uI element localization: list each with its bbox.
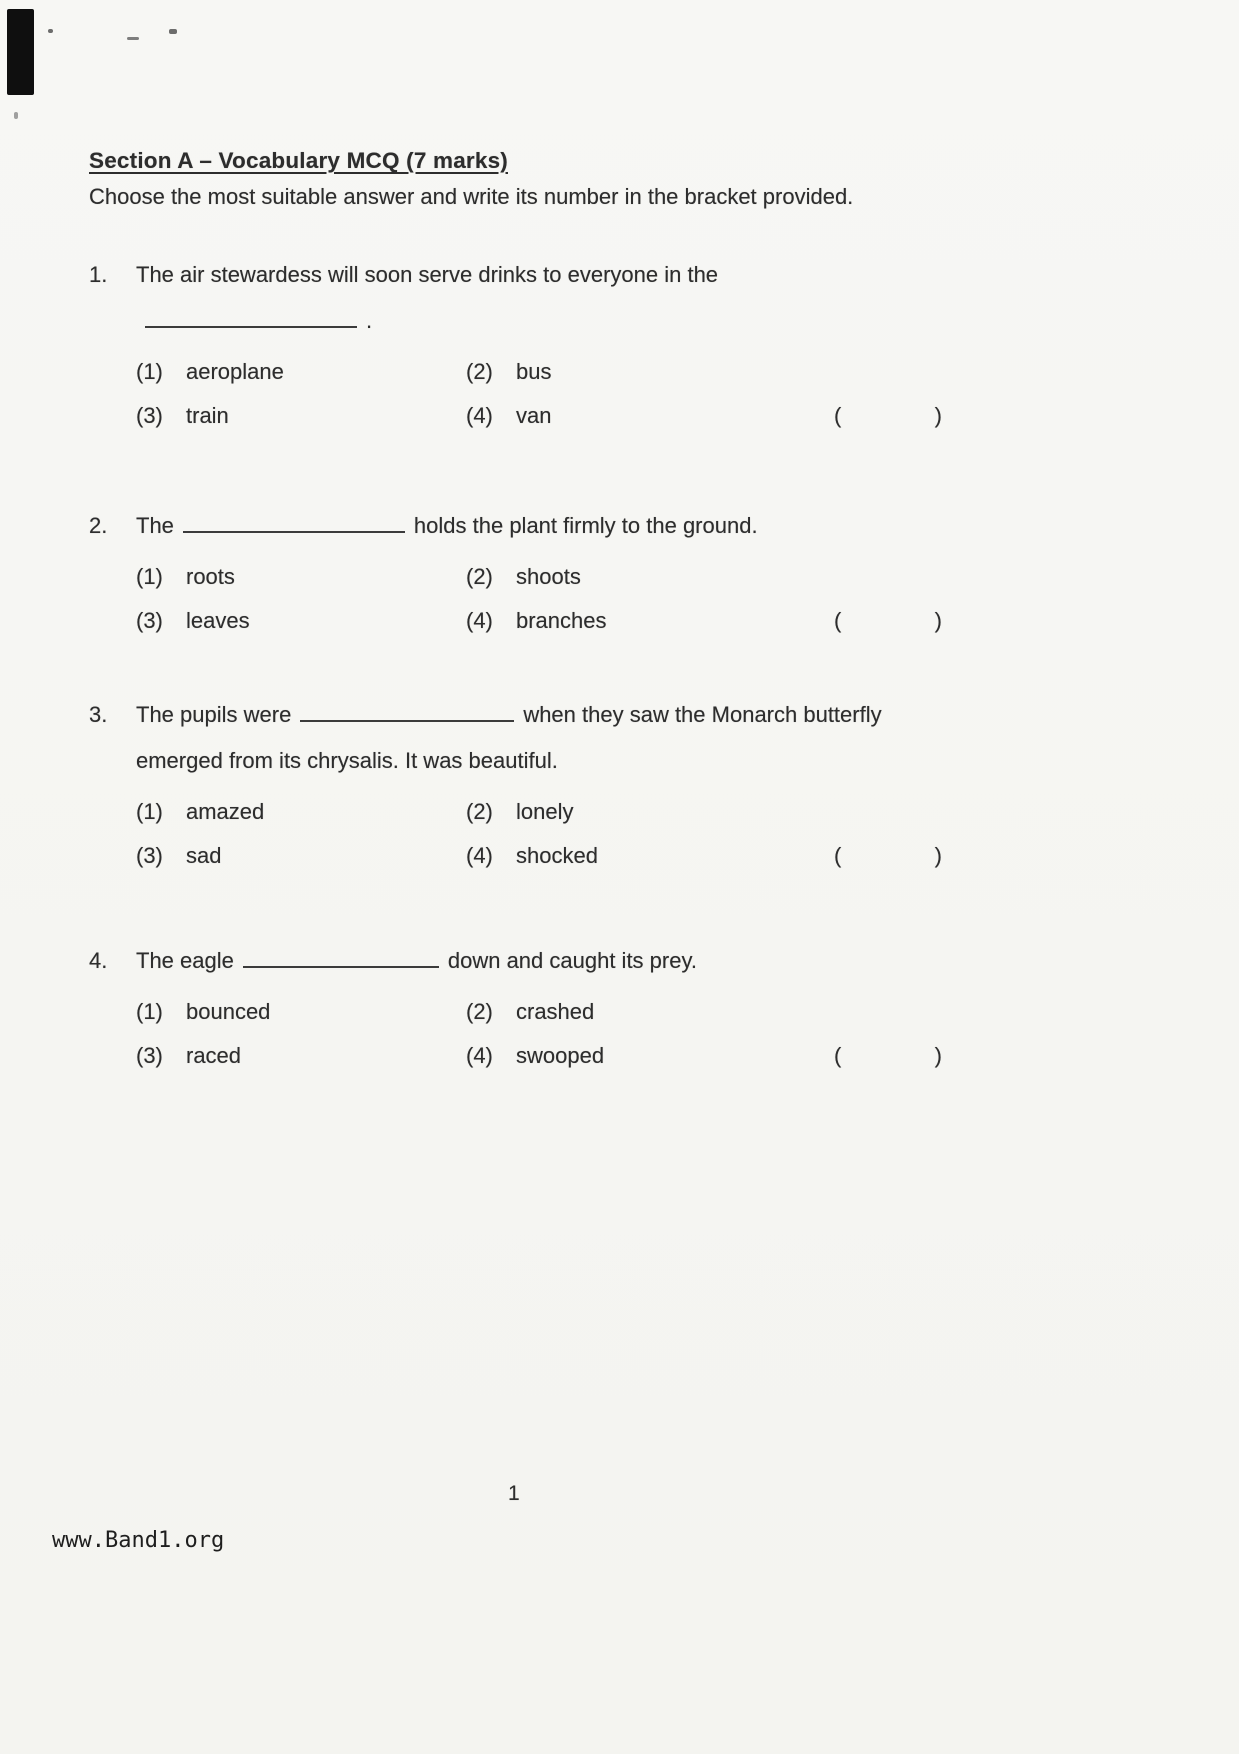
stem-line: [136, 252, 954, 298]
options-row: [136, 834, 954, 878]
bracket-close: ): [934, 1043, 942, 1068]
option-label: (1): [136, 359, 163, 384]
option: [466, 790, 826, 834]
option-text: train: [186, 403, 229, 428]
question-number: 3.: [89, 702, 108, 727]
option-label: (4): [466, 403, 493, 428]
option-text: crashed: [516, 999, 595, 1024]
option-text: lonely: [516, 799, 574, 824]
option-label: (3): [136, 1043, 163, 1068]
option-label: (1): [136, 564, 163, 589]
option-label: (2): [466, 564, 493, 589]
option: [136, 555, 466, 599]
options-row: [136, 394, 954, 438]
stem-line: [136, 503, 954, 549]
answer-bracket: [826, 834, 954, 878]
options-row: [136, 1034, 954, 1078]
stem-line: [136, 938, 954, 984]
answer-blank: [243, 944, 439, 968]
option-text: bounced: [186, 999, 271, 1024]
option: [466, 394, 826, 438]
answer-bracket: [826, 394, 954, 438]
options-row: [136, 990, 954, 1034]
stem-text: The air stewardess will soon serve drinks to everyone in the: [136, 262, 719, 287]
page-number: 1: [508, 1482, 520, 1505]
option-label: (2): [466, 999, 493, 1024]
option: [466, 990, 826, 1034]
answer-blank: [145, 304, 357, 328]
option: [466, 350, 826, 394]
option-label: (4): [466, 843, 493, 868]
question: [89, 503, 954, 643]
option-label: (2): [466, 359, 493, 384]
bracket-open: (: [834, 1043, 842, 1068]
stem-text: The pupils were: [136, 702, 292, 727]
bracket-close: ): [934, 608, 942, 633]
option-label: (3): [136, 403, 163, 428]
stem-text: when they saw the Monarch butterfly: [523, 702, 882, 727]
option-label: (4): [466, 608, 493, 633]
option-text: shoots: [516, 564, 581, 589]
option-label: (2): [466, 799, 493, 824]
options-row: [136, 599, 954, 643]
option-text: swooped: [516, 1043, 605, 1068]
option: [136, 834, 466, 878]
answer-bracket: [826, 599, 954, 643]
options-row: [136, 350, 954, 394]
stem-text: .: [366, 308, 373, 333]
option-text: raced: [186, 1043, 242, 1068]
question-number: 1.: [89, 262, 108, 287]
question-number: 4.: [89, 948, 108, 973]
option-text: shocked: [516, 843, 598, 868]
stem-text: emerged from its chrysalis. It was beautiful.: [136, 748, 558, 773]
question-options: [136, 555, 954, 643]
option: [466, 555, 826, 599]
option: [136, 1034, 466, 1078]
question: [89, 252, 954, 438]
instruction-text: Choose the most suitable answer and write its number in the bracket provided.: [89, 184, 854, 209]
option: [136, 990, 466, 1034]
question: [89, 692, 954, 878]
stem-text: The: [136, 513, 174, 538]
option-label: (1): [136, 799, 163, 824]
stem-line: [136, 298, 954, 344]
question-options: [136, 990, 954, 1078]
bracket-open: (: [834, 403, 842, 428]
question-body: [136, 692, 954, 878]
stem-text: The eagle: [136, 948, 234, 973]
question-number: 2.: [89, 513, 108, 538]
question-stem: [136, 692, 954, 784]
option: [136, 350, 466, 394]
question-stem: [136, 252, 954, 344]
answer-bracket: [826, 1034, 954, 1078]
question-body: [136, 938, 954, 1078]
option-text: aeroplane: [186, 359, 284, 384]
option-text: amazed: [186, 799, 265, 824]
bracket-close: ): [934, 843, 942, 868]
option: [466, 599, 826, 643]
option-text: branches: [516, 608, 607, 633]
option-label: (4): [466, 1043, 493, 1068]
question-body: [136, 503, 954, 643]
option-text: roots: [186, 564, 235, 589]
option-label: (3): [136, 843, 163, 868]
options-row: [136, 790, 954, 834]
option: [466, 1034, 826, 1078]
watermark-url: www.Band1.org: [52, 1528, 225, 1553]
option: [136, 599, 466, 643]
question-stem: [136, 503, 954, 549]
option: [466, 834, 826, 878]
answer-blank: [300, 698, 514, 722]
question-options: [136, 790, 954, 878]
option-text: bus: [516, 359, 552, 384]
stem-line: [136, 738, 954, 784]
options-row: [136, 555, 954, 599]
stem-text: holds the plant firmly to the ground.: [413, 513, 758, 538]
question-body: [136, 252, 954, 438]
option-label: (1): [136, 999, 163, 1024]
question-options: [136, 350, 954, 438]
option-text: sad: [186, 843, 222, 868]
section-title: Section A – Vocabulary MCQ (7 marks): [89, 148, 508, 173]
option-text: leaves: [186, 608, 250, 633]
answer-blank: [183, 509, 405, 533]
bracket-close: ): [934, 403, 942, 428]
question-stem: [136, 938, 954, 984]
option: [136, 790, 466, 834]
stem-line: [136, 692, 954, 738]
question: [89, 938, 954, 1078]
option-text: van: [516, 403, 552, 428]
bracket-open: (: [834, 608, 842, 633]
bracket-open: (: [834, 843, 842, 868]
option: [136, 394, 466, 438]
stem-text: down and caught its prey.: [447, 948, 697, 973]
option-label: (3): [136, 608, 163, 633]
